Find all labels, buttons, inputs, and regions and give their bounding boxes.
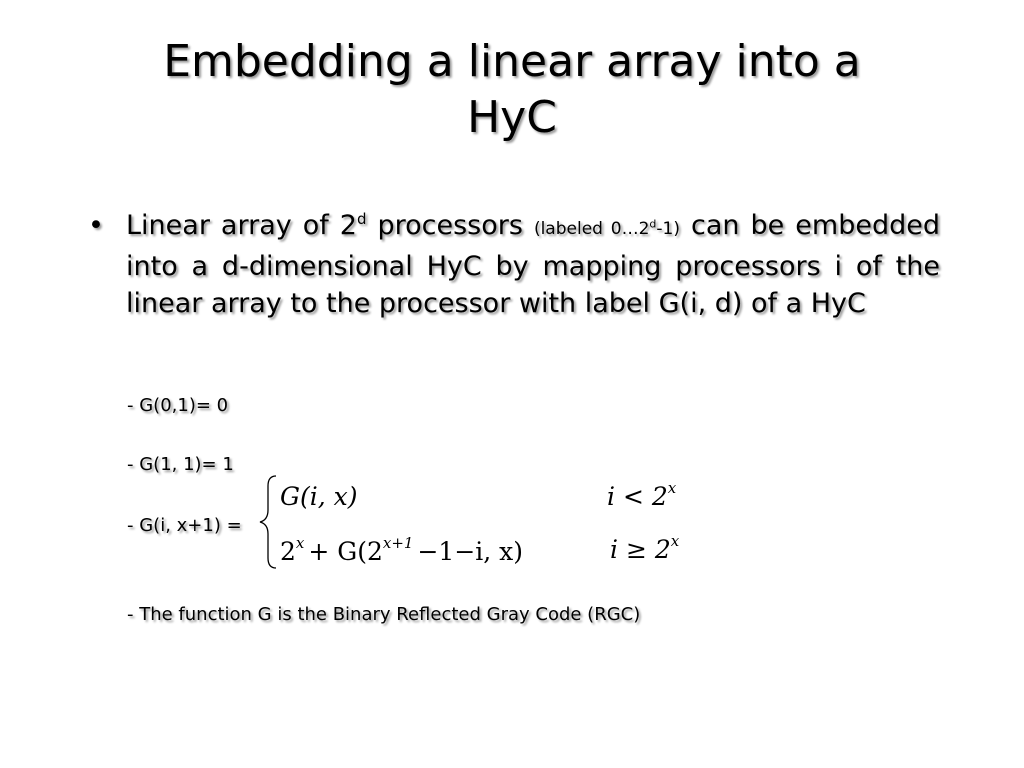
bullet-label-range-open: (labeled 0…2 — [533, 219, 650, 239]
gray-code-formula — [258, 472, 698, 572]
subitem-g11: - G(1, 1)= 1 — [127, 454, 234, 475]
case2-mid-exponent: x+1 — [382, 534, 414, 552]
case2-prefix: 2 — [280, 537, 296, 566]
case1-expression: G(i, x) — [280, 482, 358, 511]
left-brace-icon — [260, 476, 276, 568]
bullet-label-range-exponent: d — [649, 217, 657, 231]
case1-condition — [607, 479, 677, 511]
case2-tail: −1−i, x) — [417, 537, 524, 566]
bullet-text — [126, 207, 940, 322]
slide-title-line-1: Embedding a linear array into a — [163, 36, 861, 87]
subitem-g01: - G(0,1)= 0 — [127, 395, 229, 416]
case2-expression — [280, 534, 523, 566]
bullet-item — [88, 207, 940, 322]
bullet-dot-icon: • — [88, 210, 104, 241]
bullet-text-part-1: Linear array of 2 — [126, 210, 357, 241]
subitem-gix: - G(i, x+1) = — [127, 515, 242, 536]
case1-condition-exponent: x — [667, 479, 677, 497]
slide-title — [0, 34, 1024, 146]
slide-title-line-2: HyC — [467, 92, 557, 143]
subitem-rgc: - The function G is the Binary Reflected Gray Code (RGC) — [127, 604, 641, 625]
bullet-text-part-2: processors — [366, 210, 534, 241]
case2-mid: + G(2 — [308, 537, 383, 566]
case1-condition-base: i < 2 — [607, 482, 668, 511]
formula-svg — [258, 472, 698, 572]
bullet-exponent-d: d — [356, 210, 367, 228]
case2-prefix-exponent: x — [295, 534, 305, 552]
bullet-label-range — [534, 219, 680, 239]
bullet-text-part-3: can be embedded into a d-dimensional HyC by mapping processors i of the linear array to the processor with label G(i, d) of a HyC — [126, 210, 940, 319]
case2-condition — [610, 532, 680, 564]
bullet-label-range-close: -1) — [656, 219, 680, 239]
case2-condition-exponent: x — [670, 532, 680, 550]
case2-condition-base: i ≥ 2 — [610, 535, 671, 564]
